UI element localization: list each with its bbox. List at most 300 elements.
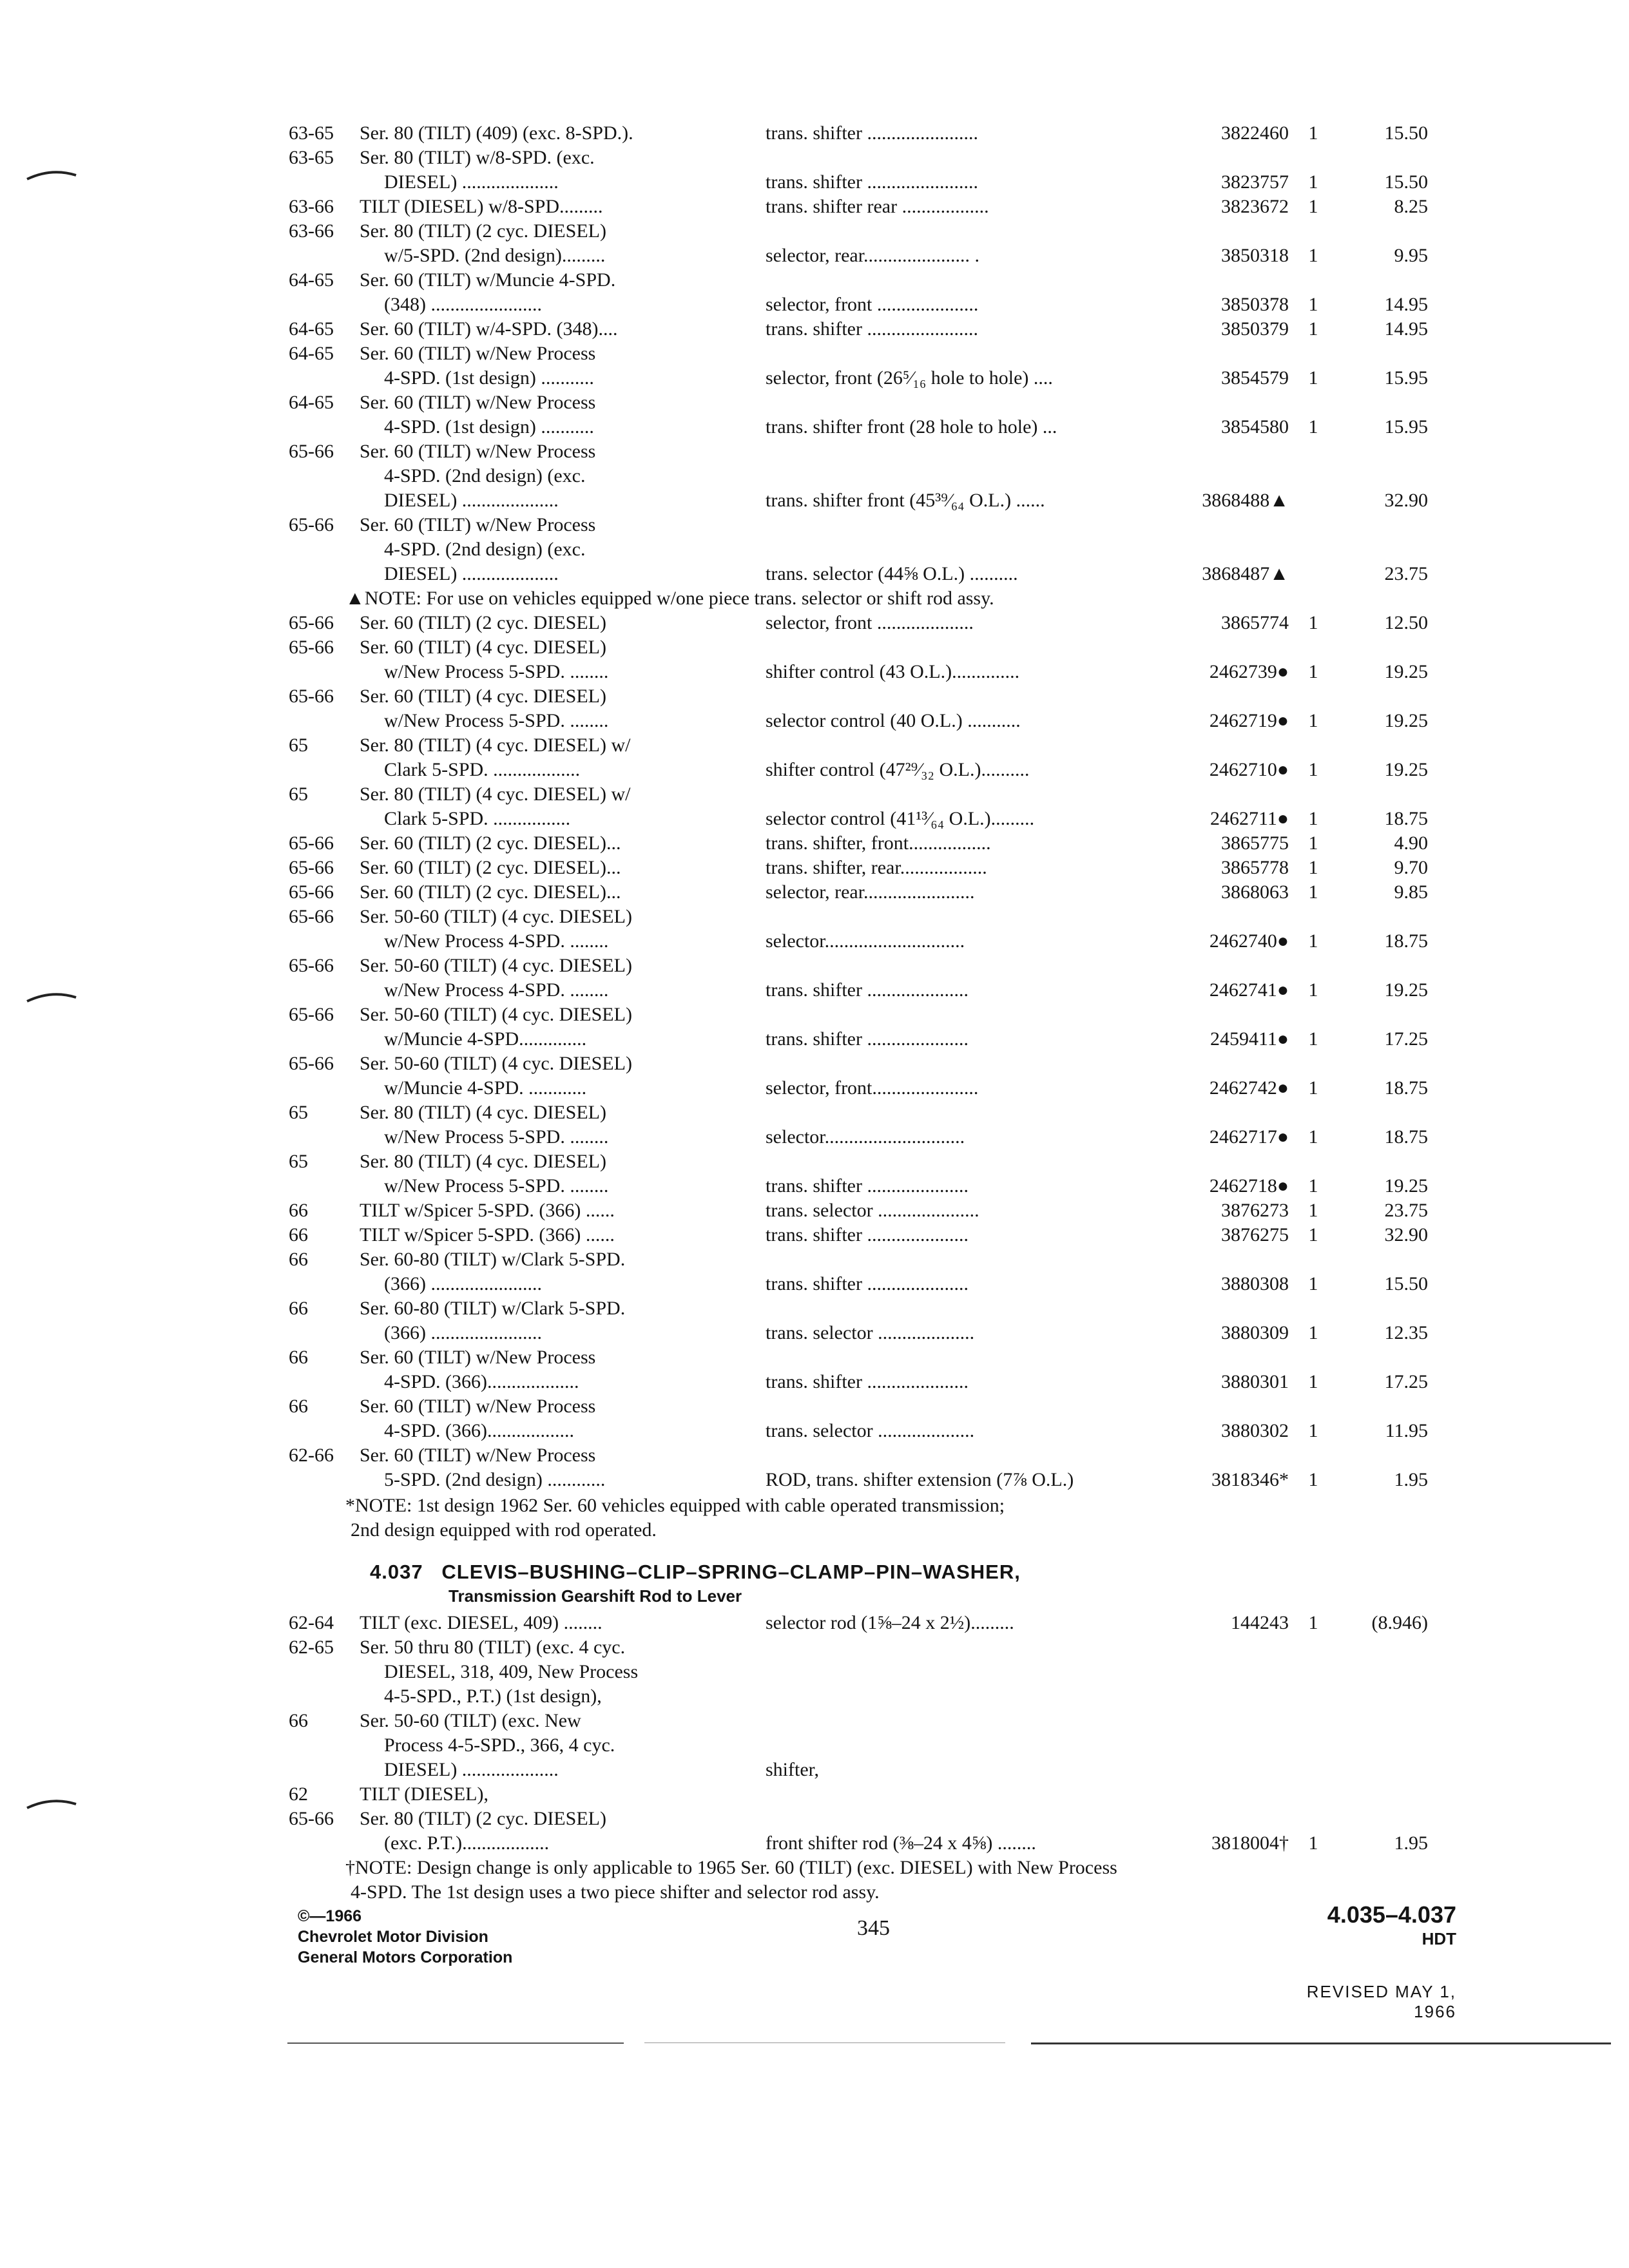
catalog-entry xyxy=(289,341,1461,390)
footer-publisher xyxy=(298,1906,512,1968)
application: DIESEL) .................... xyxy=(384,171,559,193)
application: w/5-SPD. (2nd design)......... xyxy=(384,245,606,266)
application: 4-SPD. (2nd design) (exc. xyxy=(384,465,586,486)
catalog-entry xyxy=(289,1296,1461,1345)
part-description: selector rod (1⅝–24 x 2½)......... xyxy=(766,1612,1014,1633)
catalog-entry xyxy=(289,219,1461,268)
price: 12.50 xyxy=(1384,612,1428,633)
application: TILT (DIESEL) w/8-SPD......... xyxy=(360,196,603,217)
application: w/Muncie 4-SPD. ............ xyxy=(384,1077,587,1099)
part-number: 2462742● xyxy=(1209,1077,1289,1099)
part-number: 2462740● xyxy=(1209,930,1289,952)
catalog-entry xyxy=(289,1345,1461,1394)
part-description: selector, rear....................... xyxy=(766,881,975,903)
part-description: trans. shifter ....................... xyxy=(766,171,978,193)
quantity: 1 xyxy=(1308,1028,1318,1050)
model-years: 65 xyxy=(289,735,308,756)
price: 17.25 xyxy=(1384,1028,1428,1050)
part-description: selector, front...................... xyxy=(766,1077,979,1099)
entry-line xyxy=(289,1782,1461,1807)
model-years: 65-66 xyxy=(289,514,334,535)
application: 4-SPD. (366).................. xyxy=(384,1420,575,1441)
note-triangle: ▲NOTE: For use on vehicles equipped w/one piece trans. selector or shift rod assy. xyxy=(345,588,994,609)
price: 1.95 xyxy=(1394,1832,1428,1854)
application: TILT (DIESEL), xyxy=(360,1783,488,1805)
entry-line xyxy=(289,978,1461,1003)
entry-line xyxy=(289,121,1461,146)
entry-line xyxy=(289,439,1461,464)
part-number: 2462719● xyxy=(1209,710,1289,731)
catalog-entry xyxy=(289,1247,1461,1296)
application: Ser. 60 (TILT) w/Muncie 4-SPD. xyxy=(360,269,616,291)
part-description: selector control (41¹³⁄₆₄ O.L.)......... xyxy=(766,808,1035,829)
entry-line xyxy=(289,1052,1461,1076)
revised-date: REVISED MAY 1, 1966 xyxy=(1306,1982,1456,2021)
entry-line xyxy=(289,831,1461,856)
part-description: selector, front (26⁵⁄₁₆ hole to hole) .... xyxy=(766,367,1053,389)
section-title-line xyxy=(289,1559,1461,1585)
application: Ser. 60 (TILT) (2 cyc. DIESEL) xyxy=(360,612,606,633)
application: DIESEL, 318, 409, New Process xyxy=(384,1661,639,1682)
part-number: 3854580 xyxy=(1221,416,1289,437)
entry-line xyxy=(289,293,1461,317)
part-number: 3868063 xyxy=(1221,881,1289,903)
model-years: 62 xyxy=(289,1783,308,1805)
model-years: 62-64 xyxy=(289,1612,334,1633)
part-number: 3850378 xyxy=(1221,294,1289,315)
part-number: 2462718● xyxy=(1209,1175,1289,1196)
entry-line xyxy=(289,1125,1461,1149)
price: 18.75 xyxy=(1384,808,1428,829)
catalog-entry xyxy=(289,733,1461,782)
price: (8.946) xyxy=(1371,1612,1428,1633)
catalog-entry xyxy=(289,195,1461,219)
quantity: 1 xyxy=(1308,1322,1318,1343)
bottom-rule-right xyxy=(1031,2042,1611,2044)
entry-line xyxy=(289,195,1461,219)
catalog-entry xyxy=(289,1443,1461,1492)
part-number: 2462710● xyxy=(1209,759,1289,780)
entry-line xyxy=(289,1149,1461,1174)
part-number: 3865778 xyxy=(1221,857,1289,878)
application: Ser. 50-60 (TILT) (exc. New xyxy=(360,1710,581,1731)
part-description: trans. shifter, front................. xyxy=(766,832,991,854)
application: TILT w/Spicer 5-SPD. (366) ...... xyxy=(360,1224,615,1245)
quantity: 1 xyxy=(1308,930,1318,952)
quantity: 1 xyxy=(1308,1612,1318,1633)
part-number: 3880308 xyxy=(1221,1273,1289,1294)
footer-section-code: HDT xyxy=(1422,1929,1456,1948)
entry-line xyxy=(289,611,1461,635)
quantity: 1 xyxy=(1308,196,1318,217)
model-years: 63-65 xyxy=(289,147,334,168)
footer-copyright: ©—1966 xyxy=(298,1907,362,1925)
price: 23.75 xyxy=(1384,1200,1428,1221)
price: 12.35 xyxy=(1384,1322,1428,1343)
application: (exc. P.T.).................. xyxy=(384,1832,550,1854)
application: DIESEL) .................... xyxy=(384,1759,559,1780)
entry-line xyxy=(289,1709,1461,1733)
part-description: trans. selector ..................... xyxy=(766,1200,979,1221)
quantity: 1 xyxy=(1308,416,1318,437)
model-years: 66 xyxy=(289,1298,308,1319)
part-number: 3865775 xyxy=(1221,832,1289,854)
catalog-entry xyxy=(289,1807,1461,1856)
application: Ser. 60 (TILT) w/New Process xyxy=(360,1347,596,1368)
application: 4-5-SPD., P.T.) (1st design), xyxy=(384,1686,602,1707)
catalog-entry xyxy=(289,684,1461,733)
application: Ser. 60 (TILT) w/4-SPD. (348).... xyxy=(360,318,618,340)
entry-line xyxy=(289,660,1461,684)
entry-line xyxy=(289,954,1461,978)
quantity: 1 xyxy=(1308,979,1318,1001)
application: Ser. 60 (TILT) w/New Process xyxy=(360,343,596,364)
model-years: 65-66 xyxy=(289,686,334,707)
note-asterisk: *NOTE: 1st design 1962 Ser. 60 vehicles equipped with cable operated transmission; xyxy=(345,1495,1005,1516)
part-description: trans. shifter front (45³⁹⁄₆₄ O.L.) ...... xyxy=(766,490,1045,511)
model-years: 62-66 xyxy=(289,1445,334,1466)
part-description: shifter control (43 O.L.).............. xyxy=(766,661,1020,682)
entry-line xyxy=(289,635,1461,660)
application: Ser. 80 (TILT) (2 cyc. DIESEL) xyxy=(360,1808,606,1829)
quantity: 1 xyxy=(1308,1469,1318,1490)
entry-line xyxy=(289,390,1461,415)
parts-listing xyxy=(289,121,1461,1905)
price: 17.25 xyxy=(1384,1371,1428,1392)
part-description: front shifter rod (⅜–24 x 4⅝) ........ xyxy=(766,1832,1036,1854)
entry-line xyxy=(289,170,1461,195)
model-years: 65-66 xyxy=(289,1053,334,1074)
price: 8.25 xyxy=(1394,196,1428,217)
part-description: ROD, trans. shifter extension (7⅞ O.L.) xyxy=(766,1469,1074,1490)
model-years: 65 xyxy=(289,1102,308,1123)
application: Ser. 60 (TILT) w/New Process xyxy=(360,441,596,462)
price: 15.50 xyxy=(1384,171,1428,193)
part-number: 3880301 xyxy=(1221,1371,1289,1392)
catalog-entry xyxy=(289,1223,1461,1247)
entry-line xyxy=(289,684,1461,709)
quantity: 1 xyxy=(1308,612,1318,633)
entry-line xyxy=(289,1345,1461,1370)
application: Ser. 80 (TILT) (2 cyc. DIESEL) xyxy=(360,220,606,242)
note-dagger: †NOTE: Design change is only applicable to 1965 Ser. 60 (TILT) (exc. DIESEL) with New Process xyxy=(345,1857,1117,1878)
quantity: 1 xyxy=(1308,171,1318,193)
entry-line xyxy=(289,366,1461,390)
entry-line xyxy=(289,244,1461,268)
price: 14.95 xyxy=(1384,294,1428,315)
part-number: 3818004† xyxy=(1211,1832,1289,1854)
model-years: 65-66 xyxy=(289,637,334,658)
binder-hole-mark-middle xyxy=(26,991,77,1004)
catalog-entry xyxy=(289,1100,1461,1149)
quantity: 1 xyxy=(1308,832,1318,854)
application: Ser. 50-60 (TILT) (4 cyc. DIESEL) xyxy=(360,955,632,976)
part-description: trans. shifter ....................... xyxy=(766,318,978,340)
model-years: 65-66 xyxy=(289,857,334,878)
model-years: 65-66 xyxy=(289,881,334,903)
entry-line xyxy=(289,1370,1461,1394)
part-number: 3868487▲ xyxy=(1202,563,1289,584)
application: TILT w/Spicer 5-SPD. (366) ...... xyxy=(360,1200,615,1221)
application: Ser. 50-60 (TILT) (4 cyc. DIESEL) xyxy=(360,1053,632,1074)
catalog-entry xyxy=(289,268,1461,317)
part-number: 3818346* xyxy=(1211,1469,1289,1490)
catalog-entry xyxy=(289,1394,1461,1443)
application: Ser. 60-80 (TILT) w/Clark 5-SPD. xyxy=(360,1249,626,1270)
model-years: 64-65 xyxy=(289,392,334,413)
application: w/New Process 5-SPD. ........ xyxy=(384,1175,609,1196)
entry-line xyxy=(289,733,1461,758)
catalog-entry xyxy=(289,1052,1461,1100)
price: 9.95 xyxy=(1394,245,1428,266)
part-description: shifter, xyxy=(766,1759,819,1780)
part-number: 3880302 xyxy=(1221,1420,1289,1441)
application: Clark 5-SPD. .................. xyxy=(384,759,581,780)
price: 19.25 xyxy=(1384,710,1428,731)
part-description: trans. shifter ..................... xyxy=(766,1175,969,1196)
part-number: 3876273 xyxy=(1221,1200,1289,1221)
application: Ser. 80 (TILT) (4 cyc. DIESEL) xyxy=(360,1151,606,1172)
price: 15.50 xyxy=(1384,122,1428,144)
quantity: 1 xyxy=(1308,1371,1318,1392)
entry-line xyxy=(289,1247,1461,1272)
catalog-entry xyxy=(289,513,1461,586)
part-number: 3823672 xyxy=(1221,196,1289,217)
catalog-entry xyxy=(289,782,1461,831)
application: (366) ....................... xyxy=(384,1273,542,1294)
part-description: trans. shifter front (28 hole to hole) ... xyxy=(766,416,1057,437)
quantity: 1 xyxy=(1308,1420,1318,1441)
application: 4-SPD. (1st design) ........... xyxy=(384,416,594,437)
catalog-entry xyxy=(289,121,1461,146)
quantity: 1 xyxy=(1308,881,1318,903)
quantity: 1 xyxy=(1308,1224,1318,1245)
application: Ser. 60 (TILT) w/New Process xyxy=(360,392,596,413)
price: 14.95 xyxy=(1384,318,1428,340)
entry-line xyxy=(289,1468,1461,1492)
quantity: 1 xyxy=(1308,759,1318,780)
entry-line xyxy=(289,537,1461,562)
entry-line xyxy=(289,709,1461,733)
page-number: 345 xyxy=(857,1916,890,1940)
price: 15.95 xyxy=(1384,416,1428,437)
catalog-entry xyxy=(289,1635,1461,1709)
entry-line xyxy=(289,1394,1461,1419)
price: 15.95 xyxy=(1384,367,1428,389)
application: Ser. 50 thru 80 (TILT) (exc. 4 cyc. xyxy=(360,1637,626,1658)
part-number: 3823757 xyxy=(1221,171,1289,193)
application: DIESEL) .................... xyxy=(384,563,559,584)
quantity: 1 xyxy=(1308,857,1318,878)
entry-line xyxy=(289,856,1461,880)
model-years: 65-66 xyxy=(289,906,334,927)
application: Ser. 60 (TILT) (4 cyc. DIESEL) xyxy=(360,686,606,707)
price: 19.25 xyxy=(1384,661,1428,682)
quantity: 1 xyxy=(1308,1273,1318,1294)
part-description: selector, front .................... xyxy=(766,612,974,633)
part-number: 2459411● xyxy=(1210,1028,1289,1050)
note-dagger-continued: 4-SPD. The 1st design uses a two piece shifter and selector rod assy. xyxy=(351,1881,880,1903)
price: 18.75 xyxy=(1384,1077,1428,1099)
application: (366) ....................... xyxy=(384,1322,542,1343)
application: Ser. 60 (TILT) w/New Process xyxy=(360,1396,596,1417)
entry-line xyxy=(289,1660,1461,1684)
model-years: 65-66 xyxy=(289,955,334,976)
catalog-entry xyxy=(289,390,1461,439)
entry-line xyxy=(289,1758,1461,1782)
part-description: shifter control (47²⁹⁄₃₂ O.L.).......... xyxy=(766,759,1030,780)
part-description: trans. shifter rear .................. xyxy=(766,196,989,217)
binder-hole-mark-top xyxy=(26,169,77,182)
application: 4-SPD. (1st design) ........... xyxy=(384,367,594,389)
model-years: 64-65 xyxy=(289,343,334,364)
application: (348) ....................... xyxy=(384,294,542,315)
price: 1.95 xyxy=(1394,1469,1428,1490)
application: Ser. 80 (TILT) (4 cyc. DIESEL) w/ xyxy=(360,735,631,756)
part-description: trans. shifter, rear.................. xyxy=(766,857,987,878)
model-years: 65-66 xyxy=(289,612,334,633)
part-number: 144243 xyxy=(1231,1612,1289,1633)
catalog-entry xyxy=(289,1709,1461,1782)
part-description: selector control (40 O.L.) ........... xyxy=(766,710,1021,731)
price: 19.25 xyxy=(1384,759,1428,780)
entry-line xyxy=(289,415,1461,439)
application: Ser. 60 (TILT) (2 cyc. DIESEL)... xyxy=(360,857,621,878)
bottom-rule-left xyxy=(287,2042,624,2044)
price: 9.70 xyxy=(1394,857,1428,878)
catalog-entry xyxy=(289,635,1461,684)
footer-section-ref xyxy=(1276,1901,1456,1948)
price: 18.75 xyxy=(1384,1126,1428,1148)
entry-line xyxy=(289,1174,1461,1198)
part-description: selector............................. xyxy=(766,930,965,952)
model-years: 66 xyxy=(289,1200,308,1221)
catalog-entry xyxy=(289,1003,1461,1052)
entry-line xyxy=(289,807,1461,831)
application: w/New Process 4-SPD. ........ xyxy=(384,979,609,1001)
entry-line xyxy=(289,782,1461,807)
binder-hole-mark-bottom xyxy=(26,1798,77,1811)
parts-group-b xyxy=(289,611,1461,1492)
section-title: CLEVIS–BUSHING–CLIP–SPRING–CLAMP–PIN–WASHER, xyxy=(441,1561,1021,1583)
model-years: 65 xyxy=(289,783,308,805)
part-number: 3868488▲ xyxy=(1202,490,1289,511)
parts-group-a xyxy=(289,121,1461,586)
part-number: 2462739● xyxy=(1209,661,1289,682)
price: 15.50 xyxy=(1384,1273,1428,1294)
quantity: 1 xyxy=(1308,122,1318,144)
model-years: 65-66 xyxy=(289,441,334,462)
model-years: 65-66 xyxy=(289,1808,334,1829)
entry-line xyxy=(289,758,1461,782)
model-years: 63-66 xyxy=(289,196,334,217)
application: w/New Process 4-SPD. ........ xyxy=(384,930,609,952)
model-years: 66 xyxy=(289,1710,308,1731)
part-description: selector............................. xyxy=(766,1126,965,1148)
part-number: 3854579 xyxy=(1221,367,1289,389)
part-description: trans. selector .................... xyxy=(766,1420,975,1441)
entry-line xyxy=(289,1198,1461,1223)
entry-line xyxy=(289,1684,1461,1709)
entry-line xyxy=(289,880,1461,905)
model-years: 64-65 xyxy=(289,318,334,340)
application: Ser. 60 (TILT) (2 cyc. DIESEL)... xyxy=(360,881,621,903)
quantity: 1 xyxy=(1308,1077,1318,1099)
application: Ser. 80 (TILT) (4 cyc. DIESEL) xyxy=(360,1102,606,1123)
price: 18.75 xyxy=(1384,930,1428,952)
bottom-rule-middle xyxy=(644,2042,1005,2043)
application: TILT (exc. DIESEL, 409) ........ xyxy=(360,1612,602,1633)
model-years: 66 xyxy=(289,1347,308,1368)
part-description: selector, front ..................... xyxy=(766,294,979,315)
price: 23.75 xyxy=(1384,563,1428,584)
entry-line xyxy=(289,1223,1461,1247)
catalog-entry xyxy=(289,1149,1461,1198)
catalog-entry xyxy=(289,1611,1461,1635)
entry-line xyxy=(289,1611,1461,1635)
model-years: 63-66 xyxy=(289,220,334,242)
application: 4-SPD. (2nd design) (exc. xyxy=(384,539,586,560)
entry-line xyxy=(289,1635,1461,1660)
application: Process 4-5-SPD., 366, 4 cyc. xyxy=(384,1735,615,1756)
catalog-entry xyxy=(289,1198,1461,1223)
application: w/Muncie 4-SPD.............. xyxy=(384,1028,587,1050)
catalog-entry xyxy=(289,1782,1461,1807)
application: Ser. 60 (TILT) w/New Process xyxy=(360,514,596,535)
part-description: trans. shifter ..................... xyxy=(766,1273,969,1294)
model-years: 66 xyxy=(289,1249,308,1270)
footer-division: Chevrolet Motor Division xyxy=(298,1928,488,1946)
quantity: 1 xyxy=(1308,318,1318,340)
model-years: 65-66 xyxy=(289,1004,334,1025)
part-number: 3850318 xyxy=(1221,245,1289,266)
part-number: 3880309 xyxy=(1221,1322,1289,1343)
quantity: 1 xyxy=(1308,710,1318,731)
model-years: 65-66 xyxy=(289,832,334,854)
quantity: 1 xyxy=(1308,1175,1318,1196)
price: 32.90 xyxy=(1384,1224,1428,1245)
application: Ser. 80 (TILT) (409) (exc. 8-SPD.). xyxy=(360,122,633,144)
model-years: 62-65 xyxy=(289,1637,334,1658)
catalog-entry xyxy=(289,954,1461,1003)
entry-line xyxy=(289,1733,1461,1758)
entry-line xyxy=(289,146,1461,170)
entry-line xyxy=(289,1003,1461,1027)
price: 19.25 xyxy=(1384,979,1428,1001)
application: Ser. 60-80 (TILT) w/Clark 5-SPD. xyxy=(360,1298,626,1319)
quantity: 1 xyxy=(1308,367,1318,389)
application: 5-SPD. (2nd design) ............ xyxy=(384,1469,606,1490)
application: Ser. 60 (TILT) w/New Process xyxy=(360,1445,596,1466)
catalog-entry xyxy=(289,905,1461,954)
application: w/New Process 5-SPD. ........ xyxy=(384,661,609,682)
entry-line xyxy=(289,929,1461,954)
catalog-entry xyxy=(289,146,1461,195)
price: 9.85 xyxy=(1394,881,1428,903)
part-description: trans. shifter ....................... xyxy=(766,122,978,144)
application: Ser. 60 (TILT) (2 cyc. DIESEL)... xyxy=(360,832,621,854)
quantity: 1 xyxy=(1308,1126,1318,1148)
section-header xyxy=(289,1559,1461,1607)
quantity: 1 xyxy=(1308,808,1318,829)
section-subtitle: Transmission Gearshift Rod to Lever xyxy=(448,1586,742,1606)
part-number: 3865774 xyxy=(1221,612,1289,633)
catalog-entry xyxy=(289,880,1461,905)
part-description: trans. shifter ..................... xyxy=(766,1028,969,1050)
entry-line xyxy=(289,1076,1461,1100)
catalog-entry xyxy=(289,317,1461,341)
quantity: 1 xyxy=(1308,661,1318,682)
